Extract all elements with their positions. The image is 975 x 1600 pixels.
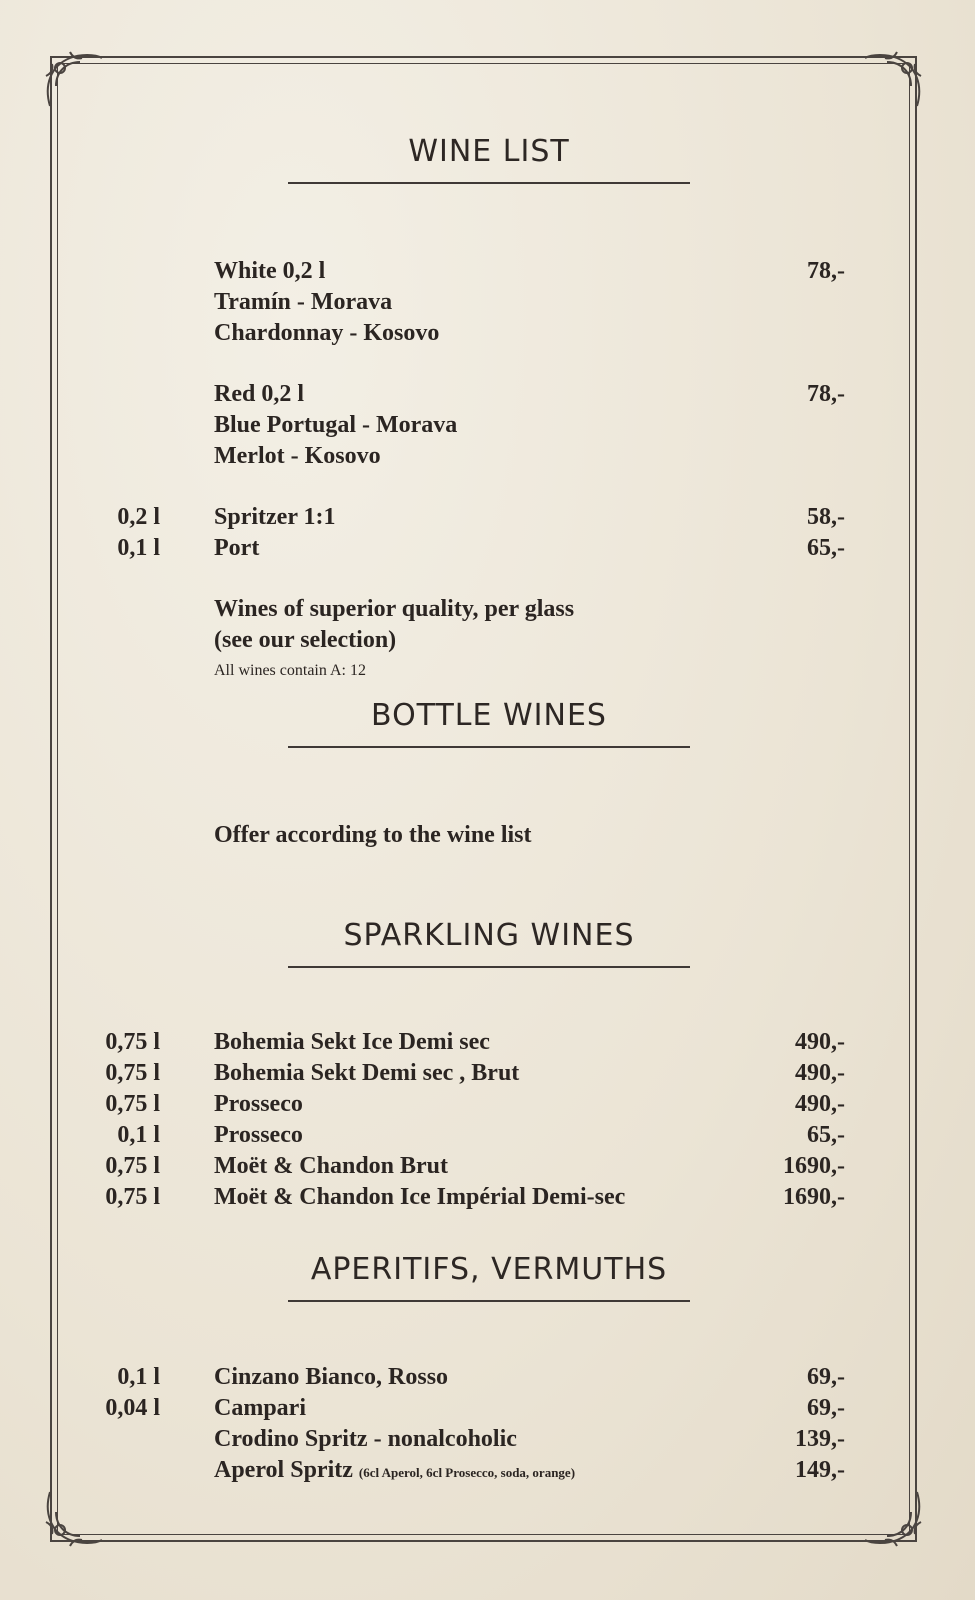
item-detail: (6cl Aperol, 6cl Prosecco, soda, orange) [358, 1465, 576, 1480]
white-wine-name: White 0,2 l [214, 258, 326, 284]
superior-wines-line: Wines of superior quality, per glass [214, 596, 575, 622]
item-quantity: 0,75 l [105, 1091, 160, 1117]
item-name: Aperol Spritz [214, 1457, 353, 1483]
item-name: Moët & Chandon Brut [214, 1153, 449, 1179]
item-name: Prosseco [214, 1122, 303, 1148]
item-quantity: 0,04 l [105, 1395, 160, 1421]
item-quantity: 0,75 l [105, 1153, 160, 1179]
item-name: Bohemia Sekt Ice Demi sec [214, 1029, 490, 1055]
white-variety: Chardonnay - Kosovo [214, 320, 440, 346]
corner-ornament-icon [40, 1482, 110, 1552]
item-price: 65,- [807, 1122, 845, 1148]
item-price: 69,- [807, 1364, 845, 1390]
item-name: Crodino Spritz - nonalcoholic [214, 1426, 517, 1452]
item-name: Prosseco [214, 1091, 303, 1117]
corner-ornament-icon [857, 46, 927, 116]
item-quantity: 0,1 l [117, 1364, 160, 1390]
sparkling-wines-heading: SPARKLING WINES [343, 918, 635, 953]
item-name: Spritzer 1:1 [214, 504, 336, 530]
item-quantity: 0,1 l [117, 1122, 160, 1148]
superior-wines-note: (see our selection) [214, 627, 397, 653]
heading-divider [288, 1300, 690, 1302]
item-name: Cinzano Bianco, Rosso [214, 1364, 449, 1390]
aperitifs-heading: APERITIFS, VERMUTHS [310, 1252, 668, 1287]
red-wine-price: 78,- [807, 381, 845, 407]
white-variety: Tramín - Morava [214, 289, 393, 315]
item-price: 149,- [795, 1457, 845, 1483]
item-price: 1690,- [783, 1153, 845, 1179]
heading-divider [288, 746, 690, 748]
allergen-note: All wines contain A: 12 [214, 662, 366, 679]
item-name: Campari [214, 1395, 306, 1421]
item-quantity: 0,75 l [105, 1060, 160, 1086]
item-price: 58,- [807, 504, 845, 530]
bottle-wines-text: Offer according to the wine list [214, 822, 532, 848]
heading-divider [288, 966, 690, 968]
red-wine-name: Red 0,2 l [214, 381, 304, 407]
item-name: Port [214, 535, 260, 561]
item-price: 490,- [795, 1029, 845, 1055]
item-price: 139,- [795, 1426, 845, 1452]
corner-ornament-icon [40, 46, 110, 116]
item-name: Bohemia Sekt Demi sec , Brut [214, 1060, 520, 1086]
heading-divider [288, 182, 690, 184]
item-name: Moët & Chandon Ice Impérial Demi-sec [214, 1184, 626, 1210]
item-quantity: 0,75 l [105, 1184, 160, 1210]
corner-ornament-icon [857, 1482, 927, 1552]
aperol-spritz-item [214, 1455, 575, 1488]
item-quantity: 0,75 l [105, 1029, 160, 1055]
item-price: 69,- [807, 1395, 845, 1421]
white-wine-price: 78,- [807, 258, 845, 284]
item-quantity: 0,1 l [117, 535, 160, 561]
wine-list-heading: WINE LIST [408, 134, 570, 169]
red-variety: Blue Portugal - Morava [214, 412, 458, 438]
bottle-wines-heading: BOTTLE WINES [371, 698, 607, 733]
item-price: 490,- [795, 1091, 845, 1117]
item-price: 490,- [795, 1060, 845, 1086]
item-price: 65,- [807, 535, 845, 561]
item-price: 1690,- [783, 1184, 845, 1210]
red-variety: Merlot - Kosovo [214, 443, 381, 469]
item-quantity: 0,2 l [117, 504, 160, 530]
